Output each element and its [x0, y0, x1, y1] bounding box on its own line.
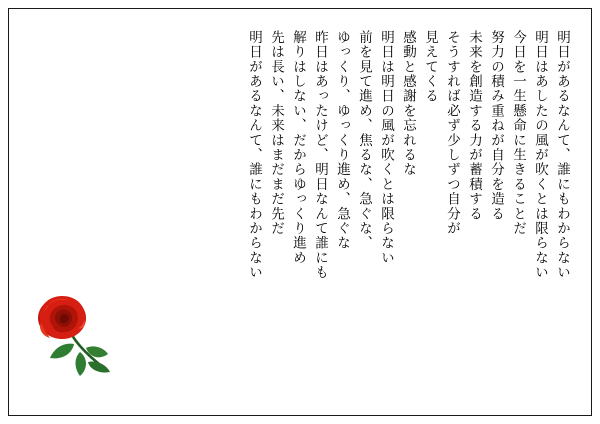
poem-line: 今日を一生懸命に生きることだ — [510, 30, 526, 236]
poem-line: 前を見て進め、焦るな、急ぐな、 — [356, 30, 372, 251]
rose-illustration — [28, 292, 124, 382]
rose-bloom-icon — [38, 296, 86, 339]
poem-line: 明日があるなんて、誰にもわからない — [554, 30, 570, 280]
poem-line: 感動と感謝を忘れるな — [400, 30, 416, 177]
poem-line: そうすれば必ず少しずつ自分が — [444, 30, 460, 236]
rose-leaf-icon — [50, 344, 110, 376]
poem-line: 明日はあしたの風が吹くとは限らない — [532, 30, 548, 280]
poem-line: 未来を創造する力が蓄積する — [466, 30, 482, 222]
poem-line: 解りはしない、だからゆっくり進め — [290, 30, 306, 266]
poem-line: 明日は明日の風が吹くとは限らない — [378, 30, 394, 266]
poem-line: ゆっくり、ゆっくり進め、急ぐな — [334, 30, 350, 251]
poem-line: 先は長い、未来はまだまだ先だ — [268, 30, 284, 236]
poem-line: 努力の積み重ねが自分を造る — [488, 30, 504, 222]
poem-line: 明日があるなんて、誰にもわからない — [246, 30, 262, 280]
poem-line: 昨日はあったけど、明日なんて誰にも — [312, 30, 328, 280]
poem-line: 見えてくる — [422, 30, 438, 104]
